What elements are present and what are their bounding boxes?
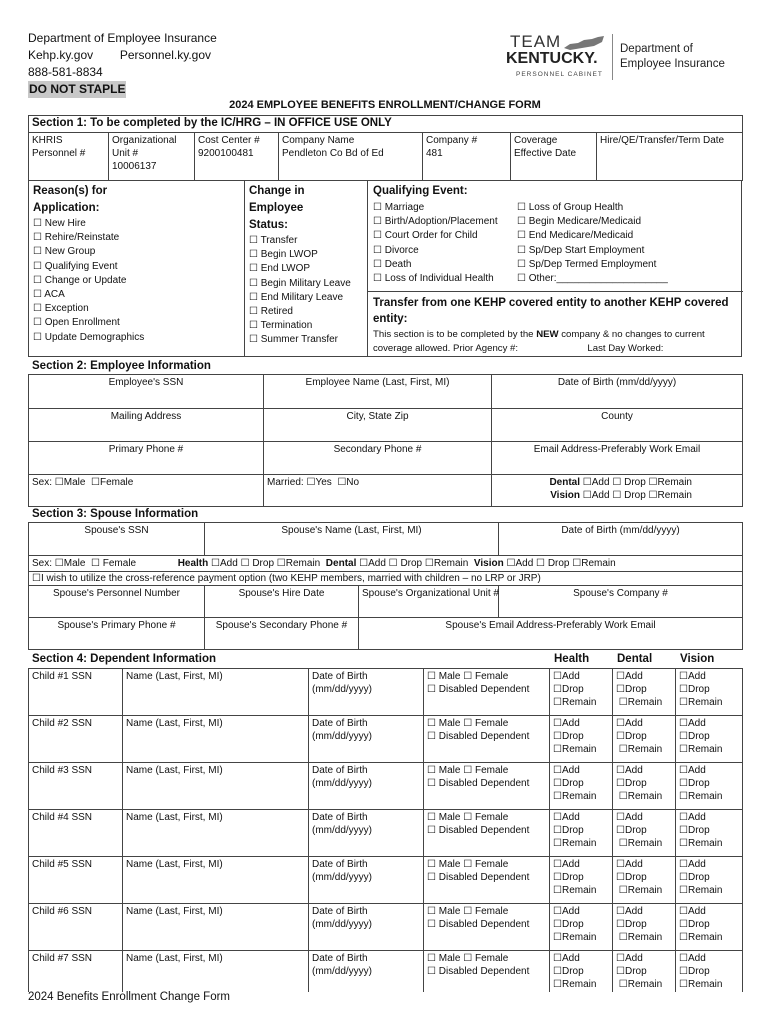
remain-checkbox[interactable]: ☐Remain bbox=[553, 744, 597, 755]
remain-checkbox[interactable]: ☐Remain bbox=[553, 791, 597, 802]
child-ssn-field[interactable]: Child #1 SSN bbox=[29, 669, 123, 716]
reason-checkbox[interactable]: ☐ Rehire/Reinstate bbox=[33, 231, 144, 245]
drop-checkbox[interactable]: ☐Drop bbox=[679, 919, 710, 930]
reason-checkbox[interactable]: ☐ Change or Update bbox=[33, 274, 144, 288]
status-checkbox[interactable]: ☐ Begin Military Leave bbox=[249, 277, 351, 291]
spouse-primary-phone-field[interactable]: Spouse's Primary Phone # bbox=[29, 618, 205, 650]
child-vision-field bbox=[676, 669, 743, 716]
child-dob-field[interactable]: Date of Birth (mm/dd/yyyy) bbox=[309, 810, 424, 857]
child-health-field bbox=[550, 951, 613, 993]
status-checkbox[interactable]: ☐ Begin LWOP bbox=[249, 248, 351, 262]
drop-checkbox[interactable]: ☐Drop bbox=[616, 966, 647, 977]
company-name-field[interactable]: Company Name Pendleton Co Bd of Ed bbox=[279, 133, 423, 181]
status-checkbox[interactable]: ☐ End Military Leave bbox=[249, 291, 351, 305]
dependent-row bbox=[29, 904, 743, 951]
drop-checkbox[interactable]: ☐Drop bbox=[679, 825, 710, 836]
qualifying-event-checkbox[interactable]: ☐ Birth/Adoption/Placement bbox=[373, 215, 498, 229]
child-ssn-field[interactable]: Child #3 SSN bbox=[29, 763, 123, 810]
spouse-org-unit-field[interactable]: Spouse's Organizational Unit # bbox=[359, 586, 499, 618]
remain-checkbox[interactable]: ☐Remain bbox=[616, 838, 663, 849]
child-sex-field bbox=[424, 669, 550, 716]
phone-number: 888-581-8834 bbox=[28, 65, 103, 79]
add-checkbox[interactable]: ☐Add bbox=[553, 953, 580, 964]
secondary-phone-field[interactable]: Secondary Phone # bbox=[264, 442, 492, 475]
child-ssn-field[interactable]: Child #4 SSN bbox=[29, 810, 123, 857]
add-checkbox[interactable]: ☐Add bbox=[616, 671, 643, 682]
spouse-sex-coverage-row: Sex: ☐Male ☐ Female Health ☐Add ☐ Drop ☐Remain Dental ☐Add ☐ Drop ☐Remain Vision ☐Add ☐ Drop ☐Remain bbox=[29, 556, 743, 572]
add-checkbox[interactable]: ☐Add bbox=[616, 859, 643, 870]
child-dental-field bbox=[613, 904, 676, 951]
child-name-field[interactable]: Name (Last, First, MI) bbox=[123, 951, 309, 993]
drop-checkbox[interactable]: ☐Drop bbox=[679, 684, 710, 695]
khris-field[interactable]: KHRIS Personnel # bbox=[29, 133, 109, 181]
female-checkbox[interactable]: ☐ Female bbox=[463, 906, 509, 917]
child-sex-field bbox=[424, 716, 550, 763]
spouse-secondary-phone-field[interactable]: Spouse's Secondary Phone # bbox=[205, 618, 359, 650]
company-num-field[interactable]: Company # 481 bbox=[423, 133, 511, 181]
add-checkbox[interactable]: ☐Add bbox=[679, 859, 706, 870]
drop-checkbox[interactable]: ☐Drop bbox=[553, 966, 584, 977]
remain-checkbox[interactable]: ☐Remain bbox=[679, 885, 723, 896]
prior-agency-label: coverage allowed. Prior Agency #: bbox=[373, 343, 519, 354]
logo-team: TEAM bbox=[510, 32, 562, 51]
spouse-company-field[interactable]: Spouse's Company # bbox=[499, 586, 743, 618]
child-health-field bbox=[550, 904, 613, 951]
qualifying-event-checkbox[interactable]: ☐ Death bbox=[373, 258, 498, 272]
qualifying-event-checkbox[interactable]: ☐ Divorce bbox=[373, 244, 498, 258]
child-health-field bbox=[550, 763, 613, 810]
child-vision-field bbox=[676, 716, 743, 763]
married-yes-checkbox[interactable]: ☐Yes bbox=[306, 477, 332, 488]
hire-date-field[interactable]: Hire/QE/Transfer/Term Date bbox=[597, 133, 743, 181]
reasons-group: Reason(s) for Application: ☐ New Hire ☐ Rehire/Reinstate ☐ New Group ☐ Qualifying Event ☐ Change or Update ☐ ACA ☐ Exception ☐ Open Enrollment ☐ Update Demographics bbox=[33, 183, 144, 345]
site-kehp: Kehp.ky.gov bbox=[28, 48, 94, 62]
child-sex-field bbox=[424, 951, 550, 993]
disabled-checkbox[interactable]: ☐ Disabled Dependent bbox=[427, 684, 530, 695]
qualifying-event-checkbox[interactable]: ☐ Marriage bbox=[373, 201, 498, 215]
mailing-address-field[interactable]: Mailing Address bbox=[29, 409, 264, 442]
child-dental-field bbox=[613, 951, 676, 993]
married-no-checkbox[interactable]: ☐No bbox=[337, 477, 360, 488]
logo-divider bbox=[612, 34, 613, 80]
child-name-field[interactable]: Name (Last, First, MI) bbox=[123, 904, 309, 951]
section4-title: Section 4: Dependent Information bbox=[32, 653, 217, 665]
do-not-staple: DO NOT STAPLE bbox=[29, 82, 126, 96]
section3-title: Section 3: Spouse Information bbox=[32, 508, 199, 520]
transfer-block: Transfer from one KEHP covered entity to another KEHP covered entity: This section is to be completed by the NEW company & no changes to current coverage allowed. Prior Agency #: Last Day Worked: bbox=[373, 297, 729, 354]
crossref-checkbox[interactable]: ☐I wish to utilize the cross-reference payment option (two KEHP members, married with children – no LRP or JRP) bbox=[29, 572, 743, 586]
child-ssn-field[interactable]: Child #7 SSN bbox=[29, 951, 123, 993]
drop-checkbox[interactable]: ☐Drop bbox=[616, 919, 647, 930]
remain-checkbox[interactable]: ☐Remain bbox=[679, 697, 723, 708]
drop-checkbox[interactable]: ☐Drop bbox=[553, 684, 584, 695]
spouse-hire-field[interactable]: Spouse's Hire Date bbox=[205, 586, 359, 618]
county-field[interactable]: County bbox=[492, 409, 743, 442]
org-unit-field[interactable]: Organizational Unit # 10006137 bbox=[109, 133, 195, 181]
child-vision-field bbox=[676, 810, 743, 857]
qualifying-event-checkbox[interactable]: ☐ Begin Medicare/Medicaid bbox=[517, 215, 668, 229]
qualifying-event-checkbox[interactable]: ☐ Sp/Dep Termed Employment bbox=[517, 258, 668, 272]
status-checkbox[interactable]: ☐ Retired bbox=[249, 305, 351, 319]
qualifying-event-group: Qualifying Event: ☐ Marriage ☐ Birth/Adoption/Placement ☐ Court Order for Child ☐ Divorce ☐ Death ☐ Loss of Individual Health ☐ Loss of Group Health ☐ Begin Medicare/Medicaid ☐ End Medicare/Medicaid ☐ Sp/Dep Start Employment ☐ Sp/Dep Termed Employment ☐ Other:____________________ bbox=[373, 183, 739, 200]
male-checkbox[interactable]: ☐ Male bbox=[427, 953, 461, 964]
site-personnel: Personnel.ky.gov bbox=[119, 48, 212, 62]
remain-checkbox[interactable]: ☐Remain bbox=[616, 979, 663, 990]
add-checkbox[interactable]: ☐Add bbox=[679, 718, 706, 729]
female-checkbox[interactable]: ☐ Female bbox=[463, 812, 509, 823]
qualifying-event-checkbox[interactable]: ☐ Loss of Group Health bbox=[517, 201, 668, 215]
add-checkbox[interactable]: ☐Add bbox=[679, 906, 706, 917]
spouse-ssn-field[interactable]: Spouse's SSN bbox=[29, 523, 205, 556]
drop-checkbox[interactable]: ☐Drop bbox=[679, 966, 710, 977]
reason-checkbox[interactable]: ☐ Qualifying Event bbox=[33, 260, 144, 274]
logo-kentucky: KENTUCKY. bbox=[506, 50, 598, 67]
drop-checkbox[interactable]: ☐Drop bbox=[553, 825, 584, 836]
male-checkbox[interactable]: ☐Male bbox=[54, 477, 86, 488]
dependent-row bbox=[29, 810, 743, 857]
drop-checkbox[interactable]: ☐Drop bbox=[553, 731, 584, 742]
add-checkbox[interactable]: ☐Add bbox=[616, 765, 643, 776]
logo-dept: Department of Employee Insurance bbox=[620, 43, 725, 70]
disabled-checkbox[interactable]: ☐ Disabled Dependent bbox=[427, 778, 530, 789]
section1-reasons bbox=[28, 181, 742, 357]
child-ssn-field[interactable]: Child #2 SSN bbox=[29, 716, 123, 763]
email-field[interactable]: Email Address-Preferably Work Email bbox=[492, 442, 743, 475]
dependent-row bbox=[29, 716, 743, 763]
dependent-table bbox=[28, 668, 743, 992]
add-checkbox[interactable]: ☐Add bbox=[553, 906, 580, 917]
child-dob-field[interactable]: Date of Birth (mm/dd/yyyy) bbox=[309, 857, 424, 904]
vision-header: Vision bbox=[680, 653, 715, 665]
websites bbox=[28, 47, 217, 64]
remain-checkbox[interactable]: ☐Remain bbox=[616, 932, 663, 943]
logo-cabinet: PERSONNEL CABINET bbox=[516, 71, 603, 78]
child-name-field[interactable]: Name (Last, First, MI) bbox=[123, 716, 309, 763]
female-checkbox[interactable]: ☐ Female bbox=[463, 671, 509, 682]
male-checkbox[interactable]: ☐ Male bbox=[427, 812, 461, 823]
child-dob-field[interactable]: Date of Birth (mm/dd/yyyy) bbox=[309, 716, 424, 763]
remain-checkbox[interactable]: ☐Remain bbox=[679, 791, 723, 802]
employee-name-field[interactable]: Employee Name (Last, First, MI) bbox=[264, 375, 492, 409]
female-checkbox[interactable]: ☐ Female bbox=[463, 718, 509, 729]
dependent-row bbox=[29, 857, 743, 904]
reason-checkbox[interactable]: ☐ Update Demographics bbox=[33, 331, 144, 345]
drop-checkbox[interactable]: ☐Drop bbox=[679, 778, 710, 789]
dental-header: Dental bbox=[617, 653, 653, 665]
add-checkbox[interactable]: ☐Add bbox=[616, 812, 643, 823]
qualifying-event-checkbox[interactable]: ☐ Other:____________________ bbox=[517, 272, 668, 286]
male-checkbox[interactable]: ☐ Male bbox=[427, 765, 461, 776]
remain-checkbox[interactable]: ☐Remain bbox=[679, 744, 723, 755]
child-ssn-field[interactable]: Child #6 SSN bbox=[29, 904, 123, 951]
dept-name: Department of Employee Insurance bbox=[28, 31, 217, 45]
remain-checkbox[interactable]: ☐Remain bbox=[616, 885, 663, 896]
qualifying-event-checkbox[interactable]: ☐ Loss of Individual Health bbox=[373, 272, 498, 286]
section1-table bbox=[28, 115, 743, 181]
sex-field: Sex: ☐Male ☐Female bbox=[29, 475, 264, 507]
disabled-checkbox[interactable]: ☐ Disabled Dependent bbox=[427, 872, 530, 883]
cost-center-field[interactable]: Cost Center # 9200100481 bbox=[195, 133, 279, 181]
female-checkbox[interactable]: ☐ Female bbox=[463, 765, 509, 776]
section2-title: Section 2: Employee Information bbox=[32, 360, 211, 372]
remain-checkbox[interactable]: ☐Remain bbox=[679, 838, 723, 849]
reason-checkbox[interactable]: ☐ ACA bbox=[33, 288, 144, 302]
child-dob-field[interactable]: Date of Birth (mm/dd/yyyy) bbox=[309, 763, 424, 810]
add-checkbox[interactable]: ☐Add bbox=[679, 671, 706, 682]
remain-checkbox[interactable]: ☐Remain bbox=[553, 979, 597, 990]
remain-checkbox[interactable]: ☐Remain bbox=[616, 744, 663, 755]
form-title: 2024 EMPLOYEE BENEFITS ENROLLMENT/CHANGE FORM bbox=[229, 99, 541, 111]
last-day-label: Last Day Worked: bbox=[587, 343, 664, 354]
child-sex-field bbox=[424, 857, 550, 904]
city-state-zip-field[interactable]: City, State Zip bbox=[264, 409, 492, 442]
child-dob-field[interactable]: Date of Birth (mm/dd/yyyy) bbox=[309, 951, 424, 993]
employee-ssn-field[interactable]: Employee's SSN bbox=[29, 375, 264, 409]
remain-checkbox[interactable]: ☐Remain bbox=[553, 932, 597, 943]
child-dental-field bbox=[613, 716, 676, 763]
status-group: Change in Employee Status: ☐ Transfer ☐ Begin LWOP ☐ End LWOP ☐ Begin Military Leave ☐ End Military Leave ☐ Retired ☐ Termination ☐ Summer Transfer bbox=[249, 183, 351, 348]
spouse-personnel-field[interactable]: Spouse's Personnel Number bbox=[29, 586, 205, 618]
qualifying-event-checkbox[interactable]: ☐ End Medicare/Medicaid bbox=[517, 229, 668, 243]
drop-checkbox[interactable]: ☐Drop bbox=[679, 731, 710, 742]
spouse-name-field[interactable]: Spouse's Name (Last, First, MI) bbox=[205, 523, 499, 556]
reason-checkbox[interactable]: ☐ New Group bbox=[33, 245, 144, 259]
remain-checkbox[interactable]: ☐Remain bbox=[679, 979, 723, 990]
section3-table bbox=[28, 522, 743, 650]
drop-checkbox[interactable]: ☐Drop bbox=[679, 872, 710, 883]
child-health-field bbox=[550, 669, 613, 716]
remain-checkbox[interactable]: ☐Remain bbox=[553, 885, 597, 896]
header-block bbox=[28, 30, 217, 98]
add-checkbox[interactable]: ☐Add bbox=[553, 859, 580, 870]
qualifying-event-checkbox[interactable]: ☐ Sp/Dep Start Employment bbox=[517, 244, 668, 258]
drop-checkbox[interactable]: ☐Drop bbox=[616, 872, 647, 883]
child-dob-field[interactable]: Date of Birth (mm/dd/yyyy) bbox=[309, 904, 424, 951]
disabled-checkbox[interactable]: ☐ Disabled Dependent bbox=[427, 731, 530, 742]
child-vision-field bbox=[676, 763, 743, 810]
add-checkbox[interactable]: ☐Add bbox=[616, 906, 643, 917]
add-checkbox[interactable]: ☐Add bbox=[553, 765, 580, 776]
male-checkbox[interactable]: ☐ Male bbox=[427, 671, 461, 682]
employee-dob-field[interactable]: Date of Birth (mm/dd/yyyy) bbox=[492, 375, 743, 409]
child-dental-field bbox=[613, 669, 676, 716]
dependent-row bbox=[29, 763, 743, 810]
add-checkbox[interactable]: ☐Add bbox=[679, 765, 706, 776]
remain-checkbox[interactable]: ☐Remain bbox=[616, 697, 663, 708]
female-checkbox[interactable]: ☐ Female bbox=[463, 953, 509, 964]
female-checkbox[interactable]: ☐ Female bbox=[463, 859, 509, 870]
drop-checkbox[interactable]: ☐Drop bbox=[553, 872, 584, 883]
status-checkbox[interactable]: ☐ Summer Transfer bbox=[249, 333, 351, 347]
team-kentucky-logo bbox=[506, 30, 728, 84]
child-vision-field bbox=[676, 857, 743, 904]
child-sex-field bbox=[424, 810, 550, 857]
coverage-date-field[interactable]: Coverage Effective Date bbox=[511, 133, 597, 181]
disabled-checkbox[interactable]: ☐ Disabled Dependent bbox=[427, 919, 530, 930]
child-health-field bbox=[550, 716, 613, 763]
married-field: Married: ☐Yes ☐No bbox=[264, 475, 492, 507]
status-checkbox[interactable]: ☐ Transfer bbox=[249, 234, 351, 248]
add-checkbox[interactable]: ☐Add bbox=[679, 812, 706, 823]
child-name-field[interactable]: Name (Last, First, MI) bbox=[123, 669, 309, 716]
health-header: Health bbox=[554, 653, 590, 665]
spouse-dob-field[interactable]: Date of Birth (mm/dd/yyyy) bbox=[499, 523, 743, 556]
remain-checkbox[interactable]: ☐Remain bbox=[553, 697, 597, 708]
child-health-field bbox=[550, 810, 613, 857]
child-name-field[interactable]: Name (Last, First, MI) bbox=[123, 857, 309, 904]
child-ssn-field[interactable]: Child #5 SSN bbox=[29, 857, 123, 904]
child-dental-field bbox=[613, 763, 676, 810]
drop-checkbox[interactable]: ☐Drop bbox=[553, 919, 584, 930]
child-sex-field bbox=[424, 904, 550, 951]
add-checkbox[interactable]: ☐Add bbox=[553, 812, 580, 823]
child-dob-field[interactable]: Date of Birth (mm/dd/yyyy) bbox=[309, 669, 424, 716]
male-checkbox[interactable]: ☐ Male bbox=[427, 718, 461, 729]
drop-checkbox[interactable]: ☐Drop bbox=[553, 778, 584, 789]
add-checkbox[interactable]: ☐Add bbox=[553, 671, 580, 682]
child-health-field bbox=[550, 857, 613, 904]
add-checkbox[interactable]: ☐Add bbox=[679, 953, 706, 964]
primary-phone-field[interactable]: Primary Phone # bbox=[29, 442, 264, 475]
reason-checkbox[interactable]: ☐ New Hire bbox=[33, 217, 144, 231]
section2-table bbox=[28, 374, 743, 507]
status-checkbox[interactable]: ☐ End LWOP bbox=[249, 262, 351, 276]
child-dental-field bbox=[613, 857, 676, 904]
child-name-field[interactable]: Name (Last, First, MI) bbox=[123, 763, 309, 810]
footer: 2024 Benefits Enrollment Change Form bbox=[28, 991, 230, 1003]
reason-checkbox[interactable]: ☐ Open Enrollment bbox=[33, 316, 144, 330]
drop-checkbox[interactable]: ☐Drop bbox=[616, 778, 647, 789]
disabled-checkbox[interactable]: ☐ Disabled Dependent bbox=[427, 825, 530, 836]
disabled-checkbox[interactable]: ☐ Disabled Dependent bbox=[427, 966, 530, 977]
male-checkbox[interactable]: ☐ Male bbox=[427, 859, 461, 870]
status-checkbox[interactable]: ☐ Termination bbox=[249, 319, 351, 333]
remain-checkbox[interactable]: ☐Remain bbox=[679, 932, 723, 943]
dependent-row bbox=[29, 669, 743, 716]
section1-title: Section 1: To be completed by the IC/HRG – IN OFFICE USE ONLY bbox=[29, 116, 743, 133]
child-vision-field bbox=[676, 951, 743, 993]
drop-checkbox[interactable]: ☐Drop bbox=[616, 825, 647, 836]
drop-checkbox[interactable]: ☐Drop bbox=[616, 731, 647, 742]
add-checkbox[interactable]: ☐Add bbox=[553, 718, 580, 729]
dependent-row bbox=[29, 951, 743, 993]
spouse-email-field[interactable]: Spouse's Email Address-Preferably Work Email bbox=[359, 618, 743, 650]
child-vision-field bbox=[676, 904, 743, 951]
add-checkbox[interactable]: ☐Add bbox=[616, 953, 643, 964]
add-checkbox[interactable]: ☐Add bbox=[616, 718, 643, 729]
qualifying-event-checkbox[interactable]: ☐ Court Order for Child bbox=[373, 229, 498, 243]
drop-checkbox[interactable]: ☐Drop bbox=[616, 684, 647, 695]
child-dental-field bbox=[613, 810, 676, 857]
remain-checkbox[interactable]: ☐Remain bbox=[553, 838, 597, 849]
employee-coverage-field: Dental ☐Add ☐ Drop ☐Remain Vision ☐Add ☐ Drop ☐Remain bbox=[492, 475, 743, 507]
child-name-field[interactable]: Name (Last, First, MI) bbox=[123, 810, 309, 857]
remain-checkbox[interactable]: ☐Remain bbox=[616, 791, 663, 802]
kentucky-map-icon bbox=[564, 36, 604, 50]
male-checkbox[interactable]: ☐ Male bbox=[427, 906, 461, 917]
child-sex-field bbox=[424, 763, 550, 810]
reason-checkbox[interactable]: ☐ Exception bbox=[33, 302, 144, 316]
female-checkbox[interactable]: ☐Female bbox=[91, 477, 134, 488]
